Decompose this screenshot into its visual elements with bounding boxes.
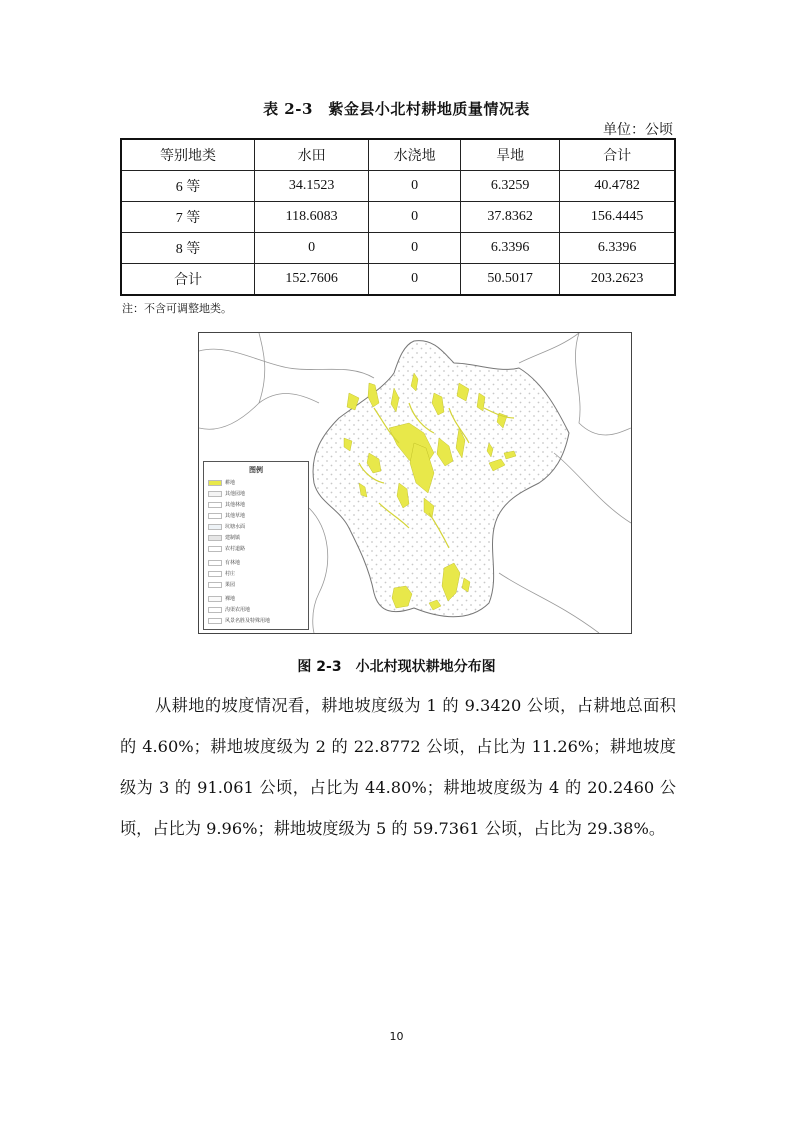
legend-item: 耕地 (208, 478, 235, 487)
legend-item: 裸地 (208, 594, 235, 603)
legend-swatch (208, 571, 222, 577)
table-cell: 40.4782 (560, 171, 675, 202)
legend-item: 有林地 (208, 558, 240, 567)
legend-swatch (208, 491, 222, 497)
legend-item: 其他草地 (208, 511, 245, 520)
legend-item: 建制镇 (208, 533, 240, 542)
column-header: 旱地 (460, 139, 559, 171)
legend-item: 其他林地 (208, 500, 245, 509)
legend-item: 其他园地 (208, 489, 245, 498)
table-cell: 37.8362 (460, 202, 559, 233)
table-cell: 0 (369, 202, 461, 233)
column-header: 合计 (560, 139, 675, 171)
page-number: 10 (389, 1030, 404, 1043)
legend-swatch (208, 535, 222, 541)
table-cell: 8 等 (121, 233, 255, 264)
table-cell: 152.7606 (255, 264, 369, 296)
legend-swatch (208, 513, 222, 519)
legend-item: 沟渠农用地 (208, 605, 250, 614)
legend-item: 风景名胜及特殊用地 (208, 616, 270, 625)
table-cell: 0 (369, 171, 461, 202)
column-header: 水田 (255, 139, 369, 171)
table-cell: 7 等 (121, 202, 255, 233)
legend-item: 坑塘水面 (208, 522, 245, 531)
legend-swatch (208, 607, 222, 613)
table-title: 表 2-3 紫金县小北村耕地质量情况表 (263, 100, 530, 118)
unit-label: 单位：公顷 (603, 122, 673, 138)
table-cell: 203.2623 (560, 264, 675, 296)
quality-table (120, 138, 676, 296)
column-header: 等别地类 (121, 139, 255, 171)
legend-swatch (208, 480, 222, 486)
table-row (121, 202, 675, 233)
legend-item: 村庄 (208, 569, 235, 578)
table-cell: 合计 (121, 264, 255, 296)
table-row (121, 171, 675, 202)
table-cell: 50.5017 (460, 264, 559, 296)
body-paragraph: 从耕地的坡度情况看，耕地坡度级为 1 的 9.3420 公顷，占耕地总面积的 4.60%；耕地坡度级为 2 的 22.8772 公顷，占比为 11.26%；耕地坡度级为 3 的 91.061 公顷，占比为 44.80%；耕地坡度级为 4 的 20.2460 公顷，占比为 9.96%；耕地坡度级为 5 的 59.7361 公顷，占比为 29.38%。 (120, 696, 676, 838)
table-cell: 118.6083 (255, 202, 369, 233)
column-header: 水浇地 (369, 139, 461, 171)
legend-swatch (208, 560, 222, 566)
legend-item: 农村道路 (208, 544, 245, 553)
legend-swatch (208, 546, 222, 552)
legend-swatch (208, 596, 222, 602)
table-cell: 6.3396 (560, 233, 675, 264)
legend-swatch (208, 618, 222, 624)
table-total-row (121, 264, 675, 296)
table-cell: 6.3259 (460, 171, 559, 202)
legend-item: 果园 (208, 580, 235, 589)
table-cell: 0 (369, 233, 461, 264)
figure-caption: 图 2-3 小北村现状耕地分布图 (297, 659, 496, 675)
table-cell: 34.1523 (255, 171, 369, 202)
legend-title: 图例 (249, 466, 263, 474)
village-boundary (313, 341, 569, 617)
table-cell: 6.3396 (460, 233, 559, 264)
farmland-map (198, 332, 632, 634)
table-header-row (121, 139, 675, 171)
table-cell: 156.4445 (560, 202, 675, 233)
legend-swatch (208, 502, 222, 508)
legend-swatch (208, 582, 222, 588)
table-note: 注：不含可调整地类。 (122, 302, 232, 315)
table-cell: 6 等 (121, 171, 255, 202)
table-cell: 0 (369, 264, 461, 296)
table-cell: 0 (255, 233, 369, 264)
table-row (121, 233, 675, 264)
legend-swatch (208, 524, 222, 530)
map-legend (203, 461, 309, 630)
